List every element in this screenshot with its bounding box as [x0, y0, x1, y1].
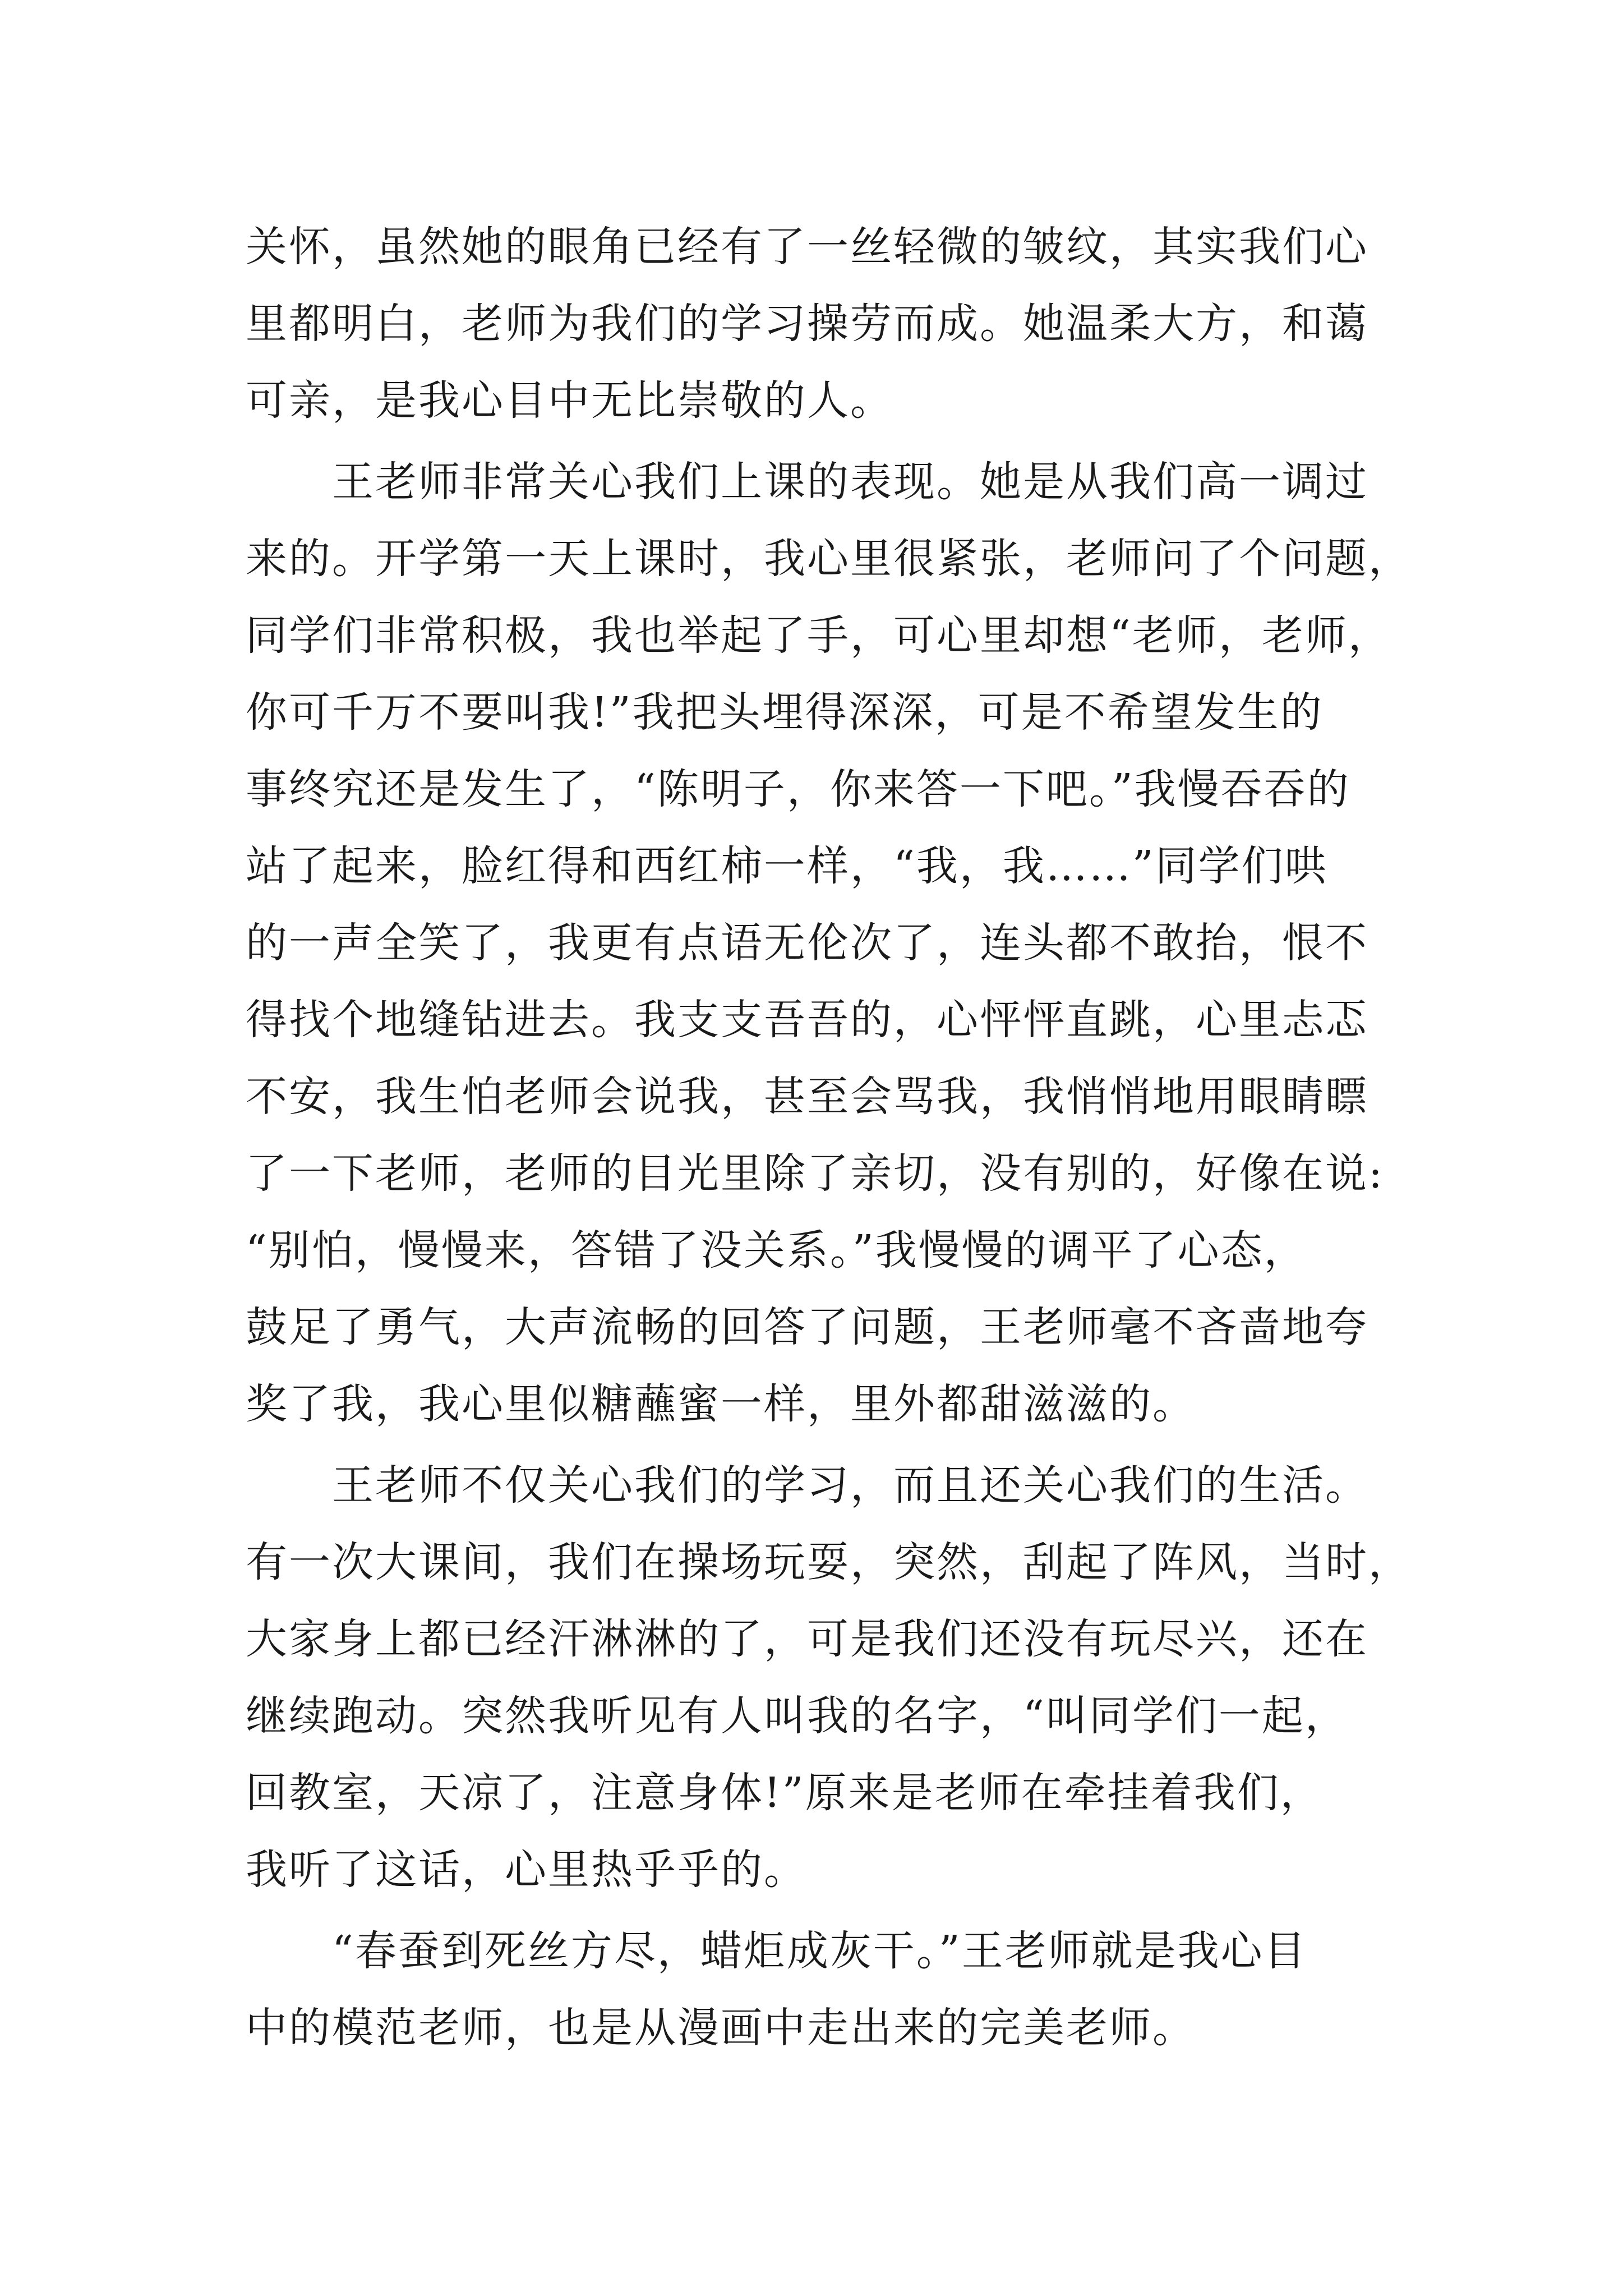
text-line: 王老师非常关心我们上课的表现。她是从我们高一调过 — [246, 458, 1368, 506]
text-line: “春蚕到死丝方尽，蜡炬成灰干。”王老师就是我心目 — [246, 1927, 1307, 1975]
text-line: 事终究还是发生了，“陈明子，你来答一下吧。”我慢吞吞的 — [246, 765, 1350, 813]
text-line: 同学们非常积极，我也举起了手，可心里却想“老师，老师， — [246, 611, 1391, 660]
text-line: 王老师不仅关心我们的学习，而且还关心我们的生活。 — [246, 1461, 1368, 1510]
text-line: 有一次大课间，我们在操场玩耍，突然，刮起了阵风，当时， — [246, 1538, 1412, 1586]
text-line: 关怀，虽然她的眼角已经有了一丝轻微的皱纹，其实我们心 — [246, 223, 1368, 271]
text-line: 大家身上都已经汗淋淋的了，可是我们还没有玩尽兴，还在 — [246, 1615, 1368, 1663]
paragraph — [246, 209, 1423, 439]
text-line: 奖了我，我心里似糖蘸蜜一样，里外都甜滋滋的。 — [246, 1380, 1196, 1428]
text-line: “别怕，慢慢来，答错了没关系。”我慢慢的调平了心态， — [246, 1226, 1307, 1274]
paragraph — [246, 444, 1423, 1443]
text-line: 的一声全笑了，我更有点语无伦次了，连头都不敢抬，恨不 — [246, 919, 1368, 967]
text-line: 了一下老师，老师的目光里除了亲切，没有别的，好像在说: — [246, 1149, 1384, 1198]
text-line: 来的。开学第一天上课时，我心里很紧张，老师问了个问题， — [246, 535, 1412, 583]
text-line: 回教室，天凉了，注意身体!”原来是老师在牵挂着我们， — [246, 1769, 1324, 1817]
text-line: 中的模范老师，也是从漫画中走出来的完美老师。 — [246, 2004, 1196, 2052]
text-line: 我听了这话，心里热乎乎的。 — [246, 1846, 807, 1894]
text-line: 站了起来，脸红得和西红柿一样，“我，我……”同学们哄 — [246, 842, 1328, 890]
text-line: 继续跑动。突然我听见有人叫我的名字，“叫同学们一起， — [246, 1692, 1348, 1740]
text-line: 可亲，是我心目中无比崇敬的人。 — [246, 376, 893, 425]
text-line: 得找个地缝钻进去。我支支吾吾的，心怦怦直跳，心里忐忑 — [246, 996, 1368, 1044]
document-body — [246, 209, 1423, 2067]
text-line: 你可千万不要叫我!”我把头埋得深深，可是不希望发生的 — [246, 688, 1324, 737]
text-line: 鼓足了勇气，大声流畅的回答了问题，王老师毫不吝啬地夸 — [246, 1303, 1368, 1351]
text-line: 不安，我生怕老师会说我，甚至会骂我，我悄悄地用眼睛瞟 — [246, 1073, 1368, 1121]
paragraph — [246, 1913, 1423, 2067]
text-line: 里都明白，老师为我们的学习操劳而成。她温柔大方，和蔼 — [246, 300, 1368, 348]
paragraph — [246, 1447, 1423, 1908]
